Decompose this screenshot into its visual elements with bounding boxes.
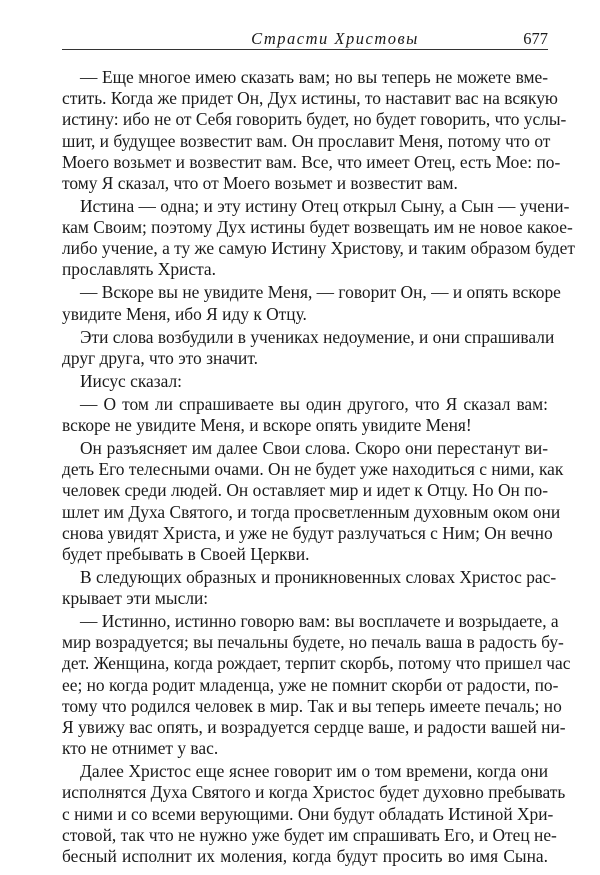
text-line: — Вскоре вы не увидите Меня, — говорит Он, — и опять вскоре: [80, 282, 561, 303]
text-line: Иисус сказал:: [80, 370, 182, 391]
paragraph: [62, 394, 548, 436]
text-line: Я увижу вас опять, и возрадуется сердце ваше, и радости вашей ни-: [62, 717, 566, 737]
text-line: крывает эти мысли:: [62, 588, 209, 609]
text-line: Эти слова возбудили в учениках недоумение, и они спрашивали: [80, 326, 555, 347]
text-line: ее; но когда родит младенца, уже не помнит скорби от радости, по-: [62, 674, 559, 695]
paragraph: [62, 326, 555, 369]
paragraph: [62, 437, 564, 565]
text-line: снова увидят Христа, и уже не будут разлучаться с Ним; Он вечно: [62, 522, 553, 543]
text-line: шит, и будущее возвестит вам. Он прославит Меня, потому что от: [62, 130, 551, 151]
text-line: тому Я сказал, что от Моего возьмет и возвестит вам.: [62, 172, 458, 193]
text-line: Он разъясняет им далее Свои слова. Скоро они перестанут ви-: [80, 437, 548, 458]
text-line: кто не отнимет у вас.: [62, 738, 219, 759]
text-line: Далее Христос еще яснее говорит им о том времени, когда они: [80, 761, 548, 782]
text-line: мир возрадуется; вы печальны будете, но печаль ваша в радость бу-: [62, 632, 564, 653]
text-line: друг друга, что это значит.: [62, 347, 258, 368]
text-line: стить. Когда же придет Он, Дух истины, то наставит вас на всякую: [62, 88, 558, 109]
paragraph: [62, 67, 567, 194]
text-line: исполнятся Духа Святого и когда Христос будет духовно пребывать: [62, 782, 566, 803]
text-line: увидите Меня, ибо Я иду к Отцу.: [62, 303, 307, 324]
paragraph: [62, 371, 548, 392]
paragraph: [62, 611, 571, 759]
paragraph: [62, 761, 566, 867]
text-line: вскоре не увидите Меня, и вскоре опять увидите Меня!: [62, 414, 472, 435]
text-line: либо учение, а ту же самую Истину Христову, и таким образом будет: [62, 238, 575, 259]
text-line: Истина — одна; и эту истину Отец открыл Сыну, а Сын — учени-: [80, 195, 570, 216]
text-line: шлет им Духа Святого, и тогда просветленным духовным оком они: [62, 501, 561, 522]
text-line: — Еще многое имею сказать вам; но вы теперь не можете вме-: [80, 67, 548, 87]
text-line: В следующих образных и проникновенных словах Христос рас-: [80, 566, 557, 587]
running-header: [62, 27, 548, 50]
text-line: с ними и со всеми верующими. Они будут обладать Истиной Хри-: [62, 803, 554, 824]
body-text: [62, 67, 575, 867]
text-line: деть Его телесными очами. Он не будет уже находиться с ними, как: [62, 459, 564, 480]
text-line: — Истинно, истинно говорю вам: вы восплачете и возрыдаете, а: [80, 611, 559, 632]
paragraph: [62, 195, 575, 281]
text-line: прославлять Христа.: [62, 259, 216, 280]
text-line: будет пребывать в Своей Церкви.: [62, 543, 310, 564]
page-number: 677: [523, 29, 548, 48]
text-line: дет. Женщина, когда рождает, терпит скорбь, потому что пришел час: [62, 653, 571, 674]
text-line: бесный исполнит их моления, когда будут просить во имя Сына.: [62, 845, 548, 866]
text-line: истину: ибо не от Себя говорить будет, но будет говорить, что услы-: [62, 109, 567, 130]
running-title: Страсти Христовы: [251, 29, 419, 48]
text-line: кам Своим; поэтому Дух истины будет возвещать им не новое какое-: [62, 217, 573, 238]
text-line: человек среди людей. Он оставляет мир и идет к Отцу. Но Он по-: [62, 480, 548, 501]
text-line: Моего возьмет и возвестит вам. Все, что имеет Отец, есть Мое: по-: [62, 151, 561, 172]
text-line: — О том ли спрашиваете вы один другого, что Я сказал вам:: [80, 393, 548, 414]
text-line: стовой, так что не нужно уже будет им спрашивать Его, и Отец не-: [62, 824, 557, 845]
paragraph: [62, 282, 561, 324]
paragraph: [62, 566, 557, 609]
text-line: тому что родился человек в мир. Так и вы теперь имеете печаль; но: [62, 695, 562, 716]
